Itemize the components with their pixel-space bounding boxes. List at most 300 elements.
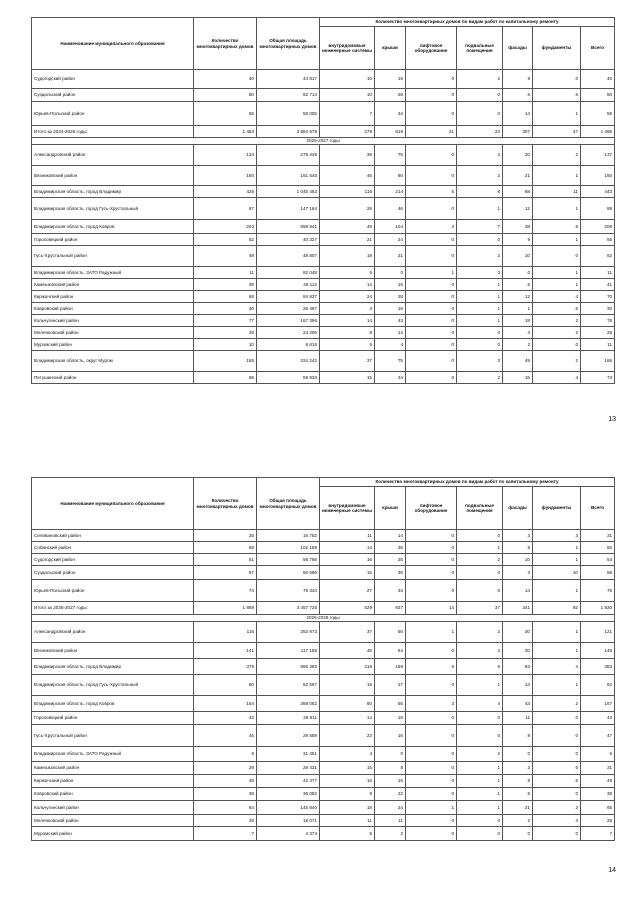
value-cell: 0 [406, 315, 457, 327]
value-cell: 8 [503, 542, 533, 554]
table-row [32, 339, 615, 351]
value-cell: 14 [503, 580, 533, 602]
value-cell: 2 [533, 327, 581, 339]
municipality-cell: Вязниковский район [32, 643, 194, 659]
value-cell: 3 [457, 267, 503, 279]
header-basements: подвальные помещения [457, 27, 503, 70]
value-cell: 48 807 [257, 246, 320, 267]
value-cell: 9 [320, 788, 375, 801]
value-cell: 167 396 [257, 315, 320, 327]
value-cell: 0 [375, 267, 406, 279]
value-cell: 116 [194, 622, 257, 643]
value-cell: 0 [406, 246, 457, 267]
municipality-cell: Гусь-Хрустальный район [32, 725, 194, 747]
header-count: Количество многоквартирных домов [194, 18, 257, 70]
value-cell: 1 [533, 580, 581, 602]
municipality-cell: Киржачский район [32, 291, 194, 303]
value-cell: 18 [503, 315, 533, 327]
value-cell: 368 082 [257, 696, 320, 712]
value-cell: 80 [375, 166, 406, 186]
value-cell: 0 [457, 725, 503, 747]
value-cell: 28 [320, 198, 375, 220]
value-cell: 1 [406, 622, 457, 643]
value-cell: 41 [581, 279, 615, 291]
municipality-cell: Юрьев-Польский район [32, 580, 194, 602]
value-cell: 8 [375, 762, 406, 775]
header-area: Общая площадь многоквартирных домов [257, 18, 320, 70]
value-cell: 0 [406, 712, 457, 725]
value-cell: 6 [581, 747, 615, 762]
table-row [32, 70, 615, 89]
value-cell: 141 [194, 643, 257, 659]
value-cell: 31 [581, 762, 615, 775]
value-cell: 60 [581, 542, 615, 554]
value-cell: 4 [320, 303, 375, 315]
value-cell: 0 [457, 566, 503, 580]
municipality-cell: Юрьев-Польский район [32, 102, 194, 126]
value-cell: 35 [375, 566, 406, 580]
value-cell: 4 374 [257, 827, 320, 841]
value-cell: 1 [533, 267, 581, 279]
value-cell: 2 [457, 145, 503, 166]
value-cell: 161 545 [257, 166, 320, 186]
value-cell: 28 [375, 89, 406, 102]
table-row [32, 186, 615, 198]
municipality-cell: Итого за 2024-2026 годы: [32, 126, 194, 138]
value-cell: 83 [503, 659, 533, 675]
value-cell: 14 [375, 530, 406, 542]
value-cell: 0 [406, 166, 457, 186]
value-cell: 1 [406, 267, 457, 279]
municipality-cell: Муромский район [32, 827, 194, 841]
value-cell: 1 869 [194, 602, 257, 615]
value-cell: 15 [375, 279, 406, 291]
value-cell: 69 [194, 372, 257, 384]
value-cell: 341 [503, 602, 533, 615]
value-cell: 0 [406, 542, 457, 554]
value-cell: 48 [320, 643, 375, 659]
value-cell: 28 [194, 327, 257, 339]
value-cell: 49 [320, 220, 375, 234]
value-cell: 5 [320, 267, 375, 279]
value-cell: 14 [320, 542, 375, 554]
table-row [32, 725, 615, 747]
value-cell: 0 [533, 246, 581, 267]
header-engineering: внутридомовые инженерные системы [320, 27, 375, 70]
table-row [32, 712, 615, 725]
value-cell: 0 [406, 327, 457, 339]
value-cell: 0 [406, 372, 457, 384]
value-cell: 0 [503, 747, 533, 762]
value-cell: 1 [457, 198, 503, 220]
value-cell: 0 [406, 643, 457, 659]
value-cell: 307 [503, 126, 533, 138]
value-cell: 2 [457, 643, 503, 659]
value-cell: 27 [375, 675, 406, 696]
value-cell: 6 [533, 762, 581, 775]
value-cell: 1 [533, 166, 581, 186]
value-cell: 4 [320, 747, 375, 762]
value-cell: 28 [581, 815, 615, 827]
value-cell: 1 496 [581, 126, 615, 138]
value-cell: 0 [406, 775, 457, 788]
value-cell: 84 837 [257, 291, 320, 303]
value-cell: 167 [581, 696, 615, 712]
value-cell: 25 [194, 530, 257, 542]
value-cell: 21 [320, 234, 375, 246]
value-cell: 2 [457, 166, 503, 186]
value-cell: 4 [533, 372, 581, 384]
value-cell: 49 [194, 246, 257, 267]
value-cell: 150 [581, 166, 615, 186]
value-cell: 0 [457, 580, 503, 602]
value-cell: 46 [320, 166, 375, 186]
value-cell: 4 [533, 291, 581, 303]
value-cell: 0 [457, 339, 503, 351]
table-row [32, 530, 615, 542]
value-cell: 12 [503, 198, 533, 220]
value-cell: 14 [406, 602, 457, 615]
value-cell: 19 [320, 246, 375, 267]
value-cell: 0 [533, 788, 581, 801]
value-cell: 11 [194, 267, 257, 279]
value-cell: 65 [581, 801, 615, 815]
value-cell: 0 [533, 827, 581, 841]
header-facades: фасады [503, 27, 533, 70]
municipality-cell: Вязниковский район [32, 166, 194, 186]
value-cell: 279 [320, 126, 375, 138]
table-row [32, 267, 615, 279]
value-cell: 55 [375, 696, 406, 712]
municipality-cell: Кольчугинский район [32, 801, 194, 815]
value-cell: 51 [194, 554, 257, 566]
table-row [32, 675, 615, 696]
value-cell: 40 327 [257, 234, 320, 246]
value-cell: 102 189 [257, 542, 320, 554]
value-cell: 34 [375, 580, 406, 602]
header-group: Количество многоквартирных домов по видам работ по капитальному ремонту [320, 18, 615, 27]
municipality-cell: Судогодский район [32, 70, 194, 89]
header-elevators: лифтовое оборудование [406, 487, 457, 530]
table-body [32, 530, 615, 841]
value-cell: 38 [581, 788, 615, 801]
value-cell: 29 559 [257, 725, 320, 747]
value-cell: 31 [581, 530, 615, 542]
value-cell: 7 [194, 827, 257, 841]
value-cell: 20 [503, 145, 533, 166]
page-number: 13 [608, 416, 616, 423]
value-cell: 12 [503, 291, 533, 303]
value-cell: 1 [457, 675, 503, 696]
table-row [32, 542, 615, 554]
value-cell: 68 [194, 291, 257, 303]
value-cell: 0 [406, 102, 457, 126]
value-cell: 2 [457, 372, 503, 384]
value-cell: 1 [457, 775, 503, 788]
value-cell: 4 [533, 815, 581, 827]
value-cell: 0 [457, 102, 503, 126]
value-cell: 0 [406, 145, 457, 166]
value-cell: 58 005 [257, 102, 320, 126]
table-row [32, 372, 615, 384]
value-cell: 18 [375, 303, 406, 315]
value-cell: 1 [457, 279, 503, 291]
value-cell: 2 [457, 554, 503, 566]
value-cell: 819 [375, 126, 406, 138]
value-cell: 25 [375, 554, 406, 566]
value-cell: 0 [503, 267, 533, 279]
value-cell: 8 [503, 775, 533, 788]
value-cell: 1 920 [581, 602, 615, 615]
value-cell: 0 [457, 530, 503, 542]
value-cell: 0 [406, 89, 457, 102]
value-cell: 0 [503, 827, 533, 841]
value-cell: 21 [503, 166, 533, 186]
value-cell: 21 [375, 246, 406, 267]
value-cell: 1 [533, 622, 581, 643]
value-cell: 0 [406, 291, 457, 303]
table-row [32, 89, 615, 102]
value-cell: 88 [503, 186, 533, 198]
value-cell: 38 [503, 220, 533, 234]
value-cell: 45 [194, 725, 257, 747]
value-cell: 2 [533, 801, 581, 815]
value-cell: 37 [457, 602, 503, 615]
value-cell: 1 [533, 102, 581, 126]
value-cell: 0 [406, 279, 457, 291]
table-row [32, 747, 615, 762]
header-name: Наименование муниципального образования [32, 18, 194, 70]
value-cell: 78 [581, 315, 615, 327]
value-cell: 14 [375, 327, 406, 339]
value-cell: 14 [503, 102, 533, 126]
capital-repair-table-page-13 [31, 17, 615, 384]
value-cell: 18 [320, 801, 375, 815]
value-cell: 6 [503, 279, 533, 291]
value-cell: 3 [503, 530, 533, 542]
value-cell: 118 [320, 659, 375, 675]
table-row [32, 234, 615, 246]
value-cell: 24 [375, 234, 406, 246]
value-cell: 1 [503, 303, 533, 315]
value-cell: 3 884 578 [257, 126, 320, 138]
table-row [32, 291, 615, 303]
value-cell: 0 [457, 827, 503, 841]
value-cell: 10 [503, 554, 533, 566]
value-cell: 60 [320, 696, 375, 712]
value-cell: 117 165 [257, 643, 320, 659]
period-row [32, 138, 615, 145]
value-cell: 104 [375, 220, 406, 234]
value-cell: 383 [581, 659, 615, 675]
value-cell: 14 [503, 675, 533, 696]
table-row [32, 566, 615, 580]
value-cell: 43 [503, 696, 533, 712]
value-cell: 0 [457, 815, 503, 827]
value-cell: 9 [503, 234, 533, 246]
value-cell: 9 [503, 70, 533, 89]
value-cell: 376 [194, 659, 257, 675]
municipality-cell: Кольчугинский район [32, 315, 194, 327]
value-cell: 8 616 [257, 339, 320, 351]
value-cell: 11 [320, 530, 375, 542]
value-cell: 0 [406, 725, 457, 747]
value-cell: 28 [194, 815, 257, 827]
value-cell: 137 [581, 145, 615, 166]
table-row [32, 279, 615, 291]
value-cell: 10 [503, 246, 533, 267]
value-cell: 0 [406, 351, 457, 372]
value-cell: 165 [194, 351, 257, 372]
value-cell: 0 [406, 566, 457, 580]
value-cell: 8 [320, 327, 375, 339]
value-cell: 39 [194, 279, 257, 291]
value-cell: 278 436 [257, 145, 320, 166]
value-cell: 38 [320, 145, 375, 166]
value-cell: 0 [406, 827, 457, 841]
value-cell: 145 840 [257, 801, 320, 815]
value-cell: 6 [194, 747, 257, 762]
value-cell: 1 [457, 291, 503, 303]
value-cell: 52 [581, 246, 615, 267]
table-row [32, 815, 615, 827]
value-cell: 4 [533, 659, 581, 675]
value-cell: 252 973 [257, 622, 320, 643]
value-cell: 166 [581, 351, 615, 372]
value-cell: 10 [533, 566, 581, 580]
municipality-cell: Владимирская область, округ Муром [32, 351, 194, 372]
table-row [32, 659, 615, 675]
value-cell: 58 [581, 566, 615, 580]
value-cell: 18 [375, 712, 406, 725]
table-row [32, 602, 615, 615]
value-cell: 1 [533, 279, 581, 291]
header-total: Всего [581, 27, 615, 70]
value-cell: 55 [581, 234, 615, 246]
table-row [32, 775, 615, 788]
value-cell: 10 [320, 89, 375, 102]
value-cell: 67 [194, 198, 257, 220]
value-cell: 1 [533, 234, 581, 246]
table-row [32, 220, 615, 234]
value-cell: 189 [375, 659, 406, 675]
municipality-cell: Гусь-Хрустальный район [32, 246, 194, 267]
value-cell: 15 [375, 775, 406, 788]
value-cell: 27 [320, 580, 375, 602]
value-cell: 208 [581, 220, 615, 234]
table-row [32, 198, 615, 220]
value-cell: 11 [320, 815, 375, 827]
value-cell: 23 [457, 126, 503, 138]
table-row [32, 166, 615, 186]
value-cell: 16 [320, 554, 375, 566]
value-cell: 5 [320, 827, 375, 841]
value-cell: 50 [194, 89, 257, 102]
municipality-cell: Камешковский район [32, 762, 194, 775]
header-basements: подвальные помещения [457, 487, 503, 530]
value-cell: 1 [533, 554, 581, 566]
period-row [32, 615, 615, 622]
municipality-cell: Суздальский район [32, 566, 194, 580]
value-cell: 11 [503, 712, 533, 725]
municipality-cell: Судогодский район [32, 554, 194, 566]
value-cell: 1 [457, 788, 503, 801]
table-row [32, 622, 615, 643]
value-cell: 145 [581, 643, 615, 659]
table-row [32, 801, 615, 815]
municipality-cell: Владимирская область, ЗАТО Радужный [32, 747, 194, 762]
value-cell: 77 [194, 315, 257, 327]
value-cell: 11 [375, 815, 406, 827]
value-cell: 6 [503, 788, 533, 801]
value-cell: 0 [406, 530, 457, 542]
value-cell: 44 817 [257, 70, 320, 89]
value-cell: 42 [194, 712, 257, 725]
value-cell: 2 [533, 315, 581, 327]
table-row [32, 827, 615, 841]
value-cell: 92 [533, 602, 581, 615]
value-cell: 14 [320, 315, 375, 327]
value-cell: 15 [503, 372, 533, 384]
value-cell: 79 344 [257, 580, 320, 602]
value-cell: 57 [194, 566, 257, 580]
value-cell: 0 [533, 725, 581, 747]
value-cell: 4 [375, 339, 406, 351]
value-cell: 425 [194, 186, 257, 198]
value-cell: 30 [581, 303, 615, 315]
table-row [32, 126, 615, 138]
municipality-cell: Меленковский район [32, 327, 194, 339]
value-cell: 214 [375, 186, 406, 198]
value-cell: 37 [320, 351, 375, 372]
value-cell: 43 [581, 712, 615, 725]
value-cell: 62 [581, 675, 615, 696]
value-cell: 19 [320, 675, 375, 696]
value-cell: 64 [375, 643, 406, 659]
value-cell: 11 [533, 186, 581, 198]
value-cell: 134 [194, 145, 257, 166]
value-cell: 0 [406, 70, 457, 89]
value-cell: 121 [581, 622, 615, 643]
municipality-cell: Ковровский район [32, 788, 194, 801]
table-row [32, 643, 615, 659]
value-cell: 70 [581, 291, 615, 303]
header-foundations: фундаменты [533, 27, 581, 70]
table-row [32, 554, 615, 566]
header-facades: фасады [503, 487, 533, 530]
municipality-cell: Владимирская область, город Ковров [32, 696, 194, 712]
value-cell: 164 [194, 696, 257, 712]
value-cell: 0 [406, 675, 457, 696]
value-cell: 0 [406, 234, 457, 246]
value-cell: 1 [457, 315, 503, 327]
value-cell: 0 [406, 198, 457, 220]
value-cell: 0 [375, 747, 406, 762]
value-cell: 558 841 [257, 220, 320, 234]
value-cell: 6 [533, 220, 581, 234]
value-cell: 3 [503, 762, 533, 775]
value-cell: 36 [375, 542, 406, 554]
municipality-cell: Гороховецкий район [32, 712, 194, 725]
value-cell: 30 [503, 643, 533, 659]
value-cell: 82 048 [257, 267, 320, 279]
value-cell: 4 [406, 220, 457, 234]
value-cell: 75 [375, 145, 406, 166]
value-cell: 28 511 [257, 712, 320, 725]
value-cell: 59 933 [257, 372, 320, 384]
value-cell: 1 [457, 542, 503, 554]
value-cell: 955 392 [257, 659, 320, 675]
